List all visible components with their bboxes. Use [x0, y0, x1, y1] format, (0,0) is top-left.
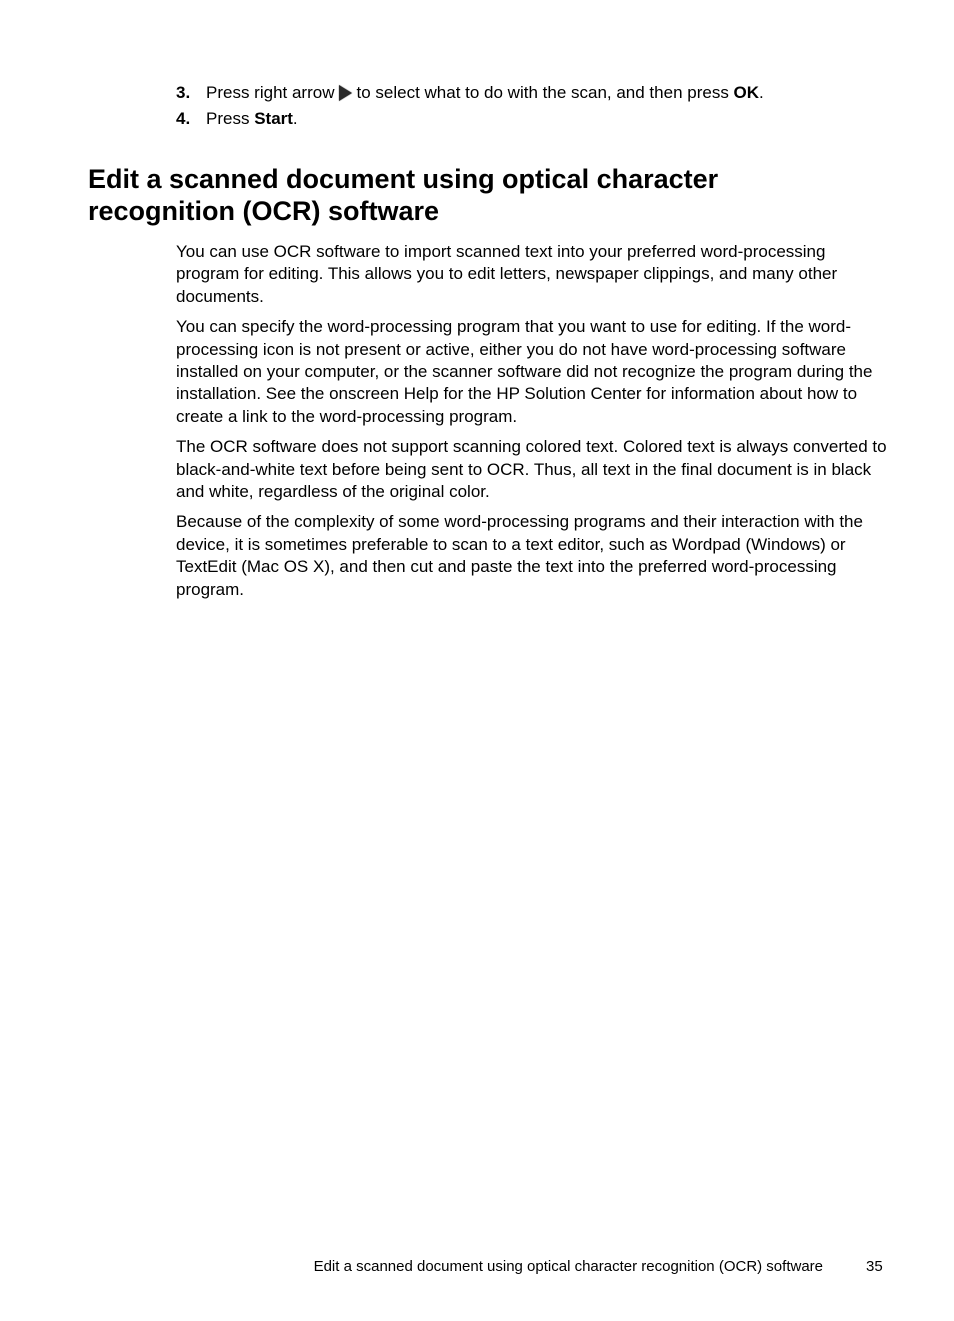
step-list	[176, 82, 886, 134]
paragraph: The OCR software does not support scanning colored text. Colored text is always converted to black-and-white text before being sent to OCR. Thus, all text in the final document is in black and white, regardless of the original color.	[176, 437, 887, 502]
step-number: 3.	[176, 83, 191, 102]
start-button-label: Start	[254, 109, 293, 128]
step-text-start: Press right arrow	[206, 83, 335, 102]
section-heading: Edit a scanned document using optical character recognition (OCR) software	[88, 164, 719, 226]
step-item	[176, 82, 886, 104]
paragraph: Because of the complexity of some word-processing programs and their interaction with the device, it is sometimes preferable to scan to a text editor, such as Wordpad (Windows) or TextEdit (Mac OS X), and then cut and paste the text into the preferred word-processing program.	[176, 512, 863, 599]
section-body	[176, 241, 888, 609]
step-text	[206, 108, 298, 130]
step-text-end: .	[292, 109, 298, 128]
step-number: 4.	[176, 109, 191, 128]
page-number: 35	[866, 1258, 883, 1275]
right-arrow-icon	[339, 85, 352, 101]
footer-title: Edit a scanned document using optical character recognition (OCR) software	[313, 1258, 823, 1275]
step-text-start: Press	[206, 109, 255, 128]
step-text	[206, 82, 764, 104]
step-item	[176, 108, 886, 130]
step-text-middle: to select what to do with the scan, and then press	[356, 83, 734, 102]
paragraph: You can specify the word-processing program that you want to use for editing. If the word-processing icon is not present or active, either you do not have word-processing software installed on your computer, or the scanner software did not recognize the program during the installation. See the onscreen Help for the HP Solution Center for information about how to create a link to the word-processing program.	[176, 317, 873, 426]
ok-button-label: OK	[733, 83, 760, 102]
step-text-end: .	[759, 83, 764, 102]
paragraph: You can use OCR software to import scanned text into your preferred word-processing program for editing. This allows you to edit letters, newspaper clippings, and many other documents.	[176, 242, 838, 306]
